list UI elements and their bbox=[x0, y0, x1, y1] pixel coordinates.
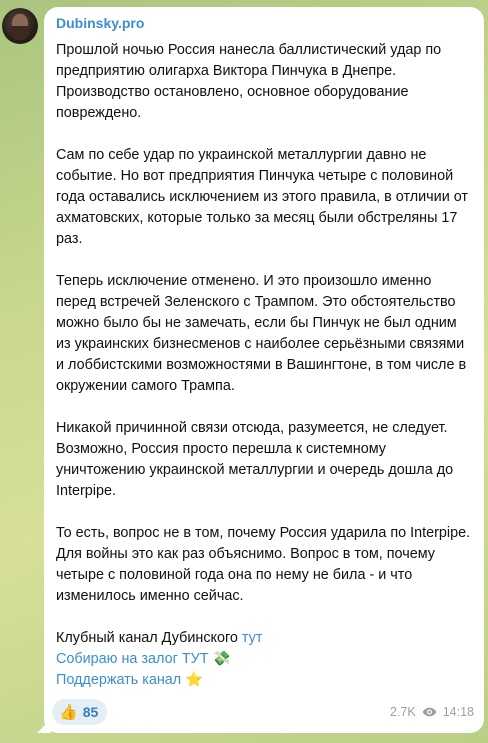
reaction-thumbs-up[interactable] bbox=[52, 699, 107, 725]
collect-line bbox=[56, 649, 472, 670]
avatar-beard bbox=[11, 26, 29, 40]
club-line bbox=[56, 628, 472, 649]
message-bubble bbox=[44, 7, 484, 733]
eye-icon bbox=[422, 707, 437, 717]
message-time: 14:18 bbox=[442, 705, 474, 719]
money-wings-emoji-icon: 💸 bbox=[212, 651, 231, 667]
club-link[interactable]: тут bbox=[241, 630, 263, 646]
paragraph-2: Сам по себе удар по украинской металлургии давно не событие. Но вот предприятия Пинчука четыре с половиной года оставались исключением из этого правила, в отличии от ахматовских, которые только за месяц были обстреляны 17 раз. bbox=[56, 147, 469, 247]
paragraph-1: Прошлой ночью Россия нанесла баллистический удар по предприятию олигарха Виктора Пинчука в Днепре. Производство остановлено, основное оборудование повреждено. bbox=[56, 42, 442, 121]
channel-name[interactable]: Dubinsky.pro bbox=[56, 15, 145, 31]
star-emoji-icon: ⭐ bbox=[185, 672, 204, 688]
views-count: 2.7K bbox=[390, 705, 416, 719]
message-meta bbox=[390, 705, 474, 719]
support-link[interactable]: Поддержать канал bbox=[56, 672, 182, 688]
paragraph-5: То есть, вопрос не в том, почему Россия ударила по Interpipe. Для войны это как раз объяснимо. Вопрос в том, почему четыре с половиной года она по нему не била - и что изменилось именно сейчас. bbox=[56, 525, 471, 604]
support-line bbox=[56, 670, 472, 691]
paragraph-4: Никакой причинной связи отсюда, разумеется, не следует. Возможно, Россия просто перешла к системному уничтожению украинской металлургии и очередь дошла до Interpipe. bbox=[56, 420, 454, 499]
channel-avatar[interactable] bbox=[2, 8, 38, 44]
message-footer bbox=[52, 699, 474, 725]
message-text bbox=[56, 40, 472, 691]
club-text: Клубный канал Дубинского bbox=[56, 630, 242, 646]
collect-link[interactable]: Собираю на залог ТУТ bbox=[56, 651, 209, 667]
paragraph-3: Теперь исключение отменено. И это произошло именно перед встречей Зеленского с Трампом. Это обстоятельство можно было бы не замечать, если бы Пинчук не был одним из украинских бизнесменов с наиболее серьёзными связями и лоббистскими возможностями в Вашингтоне, в том числе в окружении самого Трампа. bbox=[56, 273, 467, 394]
reaction-count: 85 bbox=[82, 704, 99, 720]
thumbs-up-icon: 👍 bbox=[59, 703, 78, 721]
